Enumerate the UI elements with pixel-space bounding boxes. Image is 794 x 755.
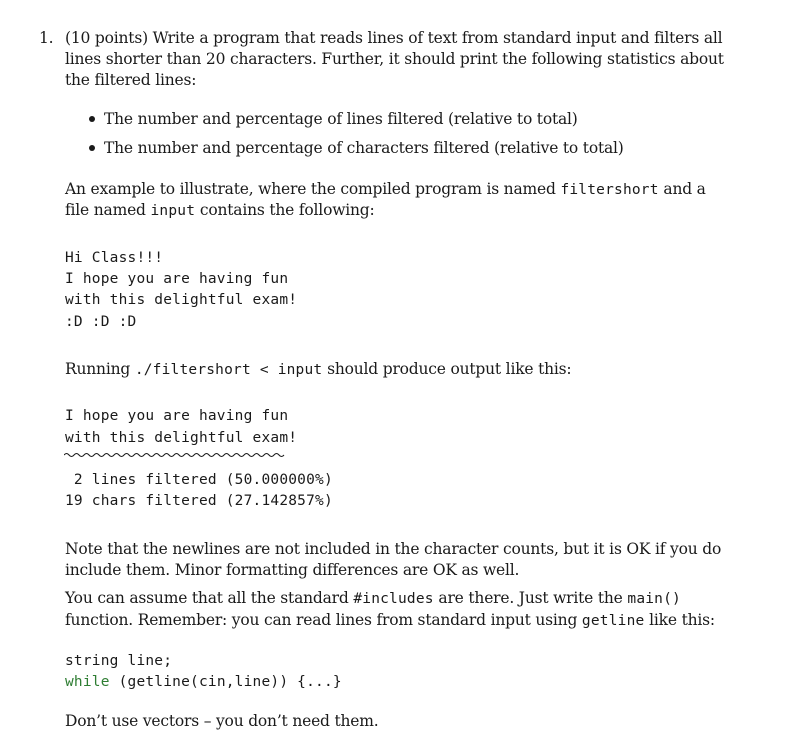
input-line-2: I hope you are having fun [65, 271, 289, 287]
input-line-1: Hi Class!!! [65, 250, 164, 266]
example-text-a: An example to illustrate, where the compiled program is named [65, 180, 561, 198]
tilde-separator [64, 451, 286, 459]
assume-line-1 [65, 588, 681, 609]
problem-number: 1. [39, 29, 54, 47]
running-text-b: should produce output like this: [322, 360, 572, 378]
code-line-2 [65, 672, 342, 692]
example-line-2 [65, 200, 375, 221]
while-keyword: while [65, 674, 110, 690]
assume-text-a: You can assume that all the standard [65, 589, 354, 607]
assume-text-b: are there. Just write the [433, 589, 628, 607]
getline-loop: (getline(cin,line)) {...} [109, 674, 342, 690]
input-line-3: with this delightful exam! [65, 292, 298, 308]
program-name-code: filtershort [560, 182, 659, 198]
bullet-dot-2 [89, 145, 95, 151]
stats-line-1: 2 lines filtered (50.000000%) [65, 472, 333, 488]
includes-code: #includes [353, 591, 434, 607]
intro-line-2: lines shorter than 20 characters. Further, it should print the following statistics about [65, 50, 724, 68]
note-line-2: include them. Minor formatting differences are OK as well. [65, 561, 520, 579]
intro-line-1: (10 points) Write a program that reads lines of text from standard input and filters all [65, 29, 723, 47]
main-function-code: main() [627, 591, 681, 607]
intro-line-3: the filtered lines: [65, 71, 197, 89]
code-line-1: string line; [65, 653, 173, 669]
running-line [65, 359, 571, 380]
assume-text-d: like this: [644, 611, 715, 629]
running-text-a: Running [65, 360, 135, 378]
bullet-item-2: The number and percentage of characters filtered (relative to total) [104, 139, 624, 157]
note-line-1: Note that the newlines are not included in the character counts, but it is OK if you do [65, 540, 722, 558]
getline-code: getline [581, 613, 645, 629]
closing-line: Don’t use vectors – you don’t need them. [65, 712, 379, 730]
bullet-item-1: The number and percentage of lines filtered (relative to total) [104, 110, 578, 128]
input-line-4: :D :D :D [65, 314, 137, 330]
running-command-code: ./filtershort < input [134, 362, 323, 378]
stats-line-2: 19 chars filtered (27.142857%) [65, 493, 333, 509]
output-line-1: I hope you are having fun [65, 408, 289, 424]
bullet-dot-1 [89, 116, 95, 122]
assume-line-2 [65, 610, 715, 631]
assume-text-c: function. Remember: you can read lines from standard input using [65, 611, 582, 629]
output-line-2: with this delightful exam! [65, 430, 298, 446]
example-text-c: file named [65, 201, 151, 219]
input-file-code: input [150, 203, 196, 219]
example-text-b: and a [658, 180, 706, 198]
example-text-d: contains the following: [195, 201, 375, 219]
example-line-1 [65, 179, 706, 200]
